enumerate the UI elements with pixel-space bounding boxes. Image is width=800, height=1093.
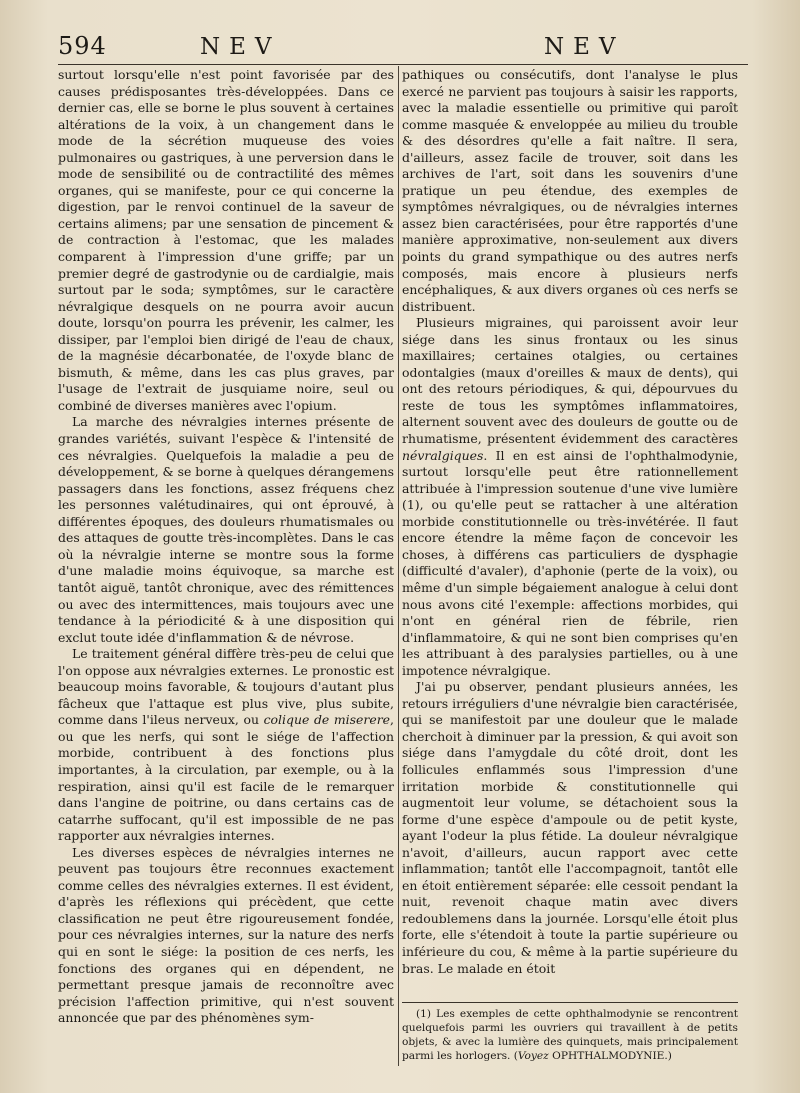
paragraph: La marche des névralgies internes présente de grandes variétés, suivant l'espèce & l'intensité de ces névralgies. Quelquefois la maladie a peu de développement, & se borne à quelques dérangemens passagers dans les fonctions, assez fréquens chez les personnes valétudinaires, qui ont éprouvé, à différentes époques, des douleurs rhumatismales ou des attaques de goutte très-incomplètes. Dans le cas où la névralgie interne se montre sous la forme d'une maladie moins équivoque, sa marche est tantôt aiguë, tantôt chronique, avec des rémittences ou avec des intermittences, mais toujours avec une tendance à la périodicité & à une disposition qui exclut toute idée d'inflammation & de névrose.: [58, 414, 394, 645]
text-run: Plusieurs migraines, qui paroissent avoir leur siége dans les sinus frontaux ou les sinus maxillaires; certaines otalgies, ou certaines odontalgies (maux d'oreilles & maux de dents), qui ont des retours périodiques, & qui, dépourvues du reste de tous les symptômes inflammatoires, alternent souvent avec des douleurs de goutte ou de rhumatisme, présentent évidemment des caractères: [402, 315, 738, 447]
footnote-divider: [402, 1002, 738, 1003]
paragraph: surtout lorsqu'elle n'est point favorisée par des causes prédisposantes très-développées. Dans ce dernier cas, elle se borne le plus souvent à certaines altérations de la voix, à un changement dans le mode de la sécrétion muqueuse des voies pulmonaires ou gastriques, à une perversion dans le mode de sensibilité ou de contractilité des mêmes organes, qui se manifeste, pour ce qui concerne la digestion, par le renvoi continuel de la saveur de certains alimens; par une sensation de pincement & de contraction à l'estomac, que les malades comparent à l'impression d'une griffe; par un premier degré de gastrodynie ou de cardialgie, mais surtout par le soda; symptômes, sur le caractère névralgique desquels on ne pourra avoir aucun doute, lorsqu'on pourra les prévenir, les calmer, les dissiper, par l'emploi bien dirigé de l'eau de chaux, de la magnésie décarbonatée, de l'oxyde blanc de bismuth, & même, dans les cas plus graves, par l'usage de l'extrait de jusquiame noire, seul ou combiné de diverses manières avec l'opium.: [58, 67, 394, 413]
italic-term: névralgiques: [402, 447, 484, 463]
page-number: 594: [58, 32, 107, 60]
paragraph: J'ai pu observer, pendant plusieurs années, les retours irréguliers d'une névralgie bien caractérisée, qui se manifestoit par une douleur que le malade cherchoit à diminuer par la pression, & qui avoit son siége dans l'amygdale du côté droit, dont les follicules enflammés sous l'impression d'une irritation morbide & constitutionnelle qui augmentoit leur volume, se détachoient sous la forme d'une espèce d'ampoule ou de petit kyste, ayant l'odeur la plus fétide. La douleur névralgique n'avoit, d'ailleurs, aucun rapport avec cette inflammation; tantôt elle l'accompagnoit, tantôt elle en étoit entièrement séparée: elle cessoit pendant la nuit, revenoit chaque matin avec divers redoublemens dans la journée. Lorsqu'elle étoit plus forte, elle s'étendoit à toute la partie supérieure ou inférieure du cou, & même à la partie supérieure du bras. Le malade en étoit: [402, 679, 738, 976]
running-header: [58, 30, 748, 65]
italic-term: Voyez: [517, 1050, 549, 1062]
text-run: . Il en est ainsi de l'ophthalmodynie, surtout lorsqu'elle peut être rationnellement attribuée à l'impression soutenue d'une vive lumière (1), ou qu'elle peut se rattacher à une altération morbide constitutionnelle ou très-invétérée. Il faut encore étendre la même façon de concevoir les choses, à différens cas particuliers de dysphagie (difficulté d'avaler), d'aphonie (perte de la voix), ou même d'un simple bégaiement analogue à celui dont nous avons cité l'exemple: affections morbides, qui n'ont en général rien de fébrile, rien d'inflammatoire, & qui ne sont bien comprises qu'en les attribuant à des paralysies partielles, ou à une impotence névralgique.: [402, 447, 738, 678]
right-column: [402, 67, 738, 977]
paragraph: Les diverses espèces de névralgies internes ne peuvent pas toujours être reconnues exactement comme celles des névralgies externes. Il est évident, d'après les réflexions qui précèdent, que cette classification ne peut être rigoureusement fondée, pour ces névralgies internes, sur la nature des nerfs qui en sont le siége: la position de ces nerfs, les fonctions des organes qui en dépendent, ne permettant presque jamais de reconnoître avec précision l'affection primitive, qui n'est souvent annoncée que par des phénomènes sym-: [58, 844, 394, 1026]
text-run: , ou que les nerfs, qui sont le siége de l'affection morbide, contribuent à des fonctions plus importantes, à la circulation, par exemple, ou à la respiration, ainsi qu'il est facile de le remarquer dans l'angine de poitrine, ou dans certains cas de catarrhe suffocant, qu'il est impossible de ne pas rapporter aux névralgies internes.: [58, 712, 394, 844]
text-run: OPHTHALMODYNIE.): [548, 1050, 672, 1062]
paragraph: [402, 315, 738, 679]
footnote-text: [402, 1007, 738, 1063]
left-running-head: NEV: [200, 34, 281, 60]
text-run: Le traitement général diffère très-peu de celui que l'on oppose aux névralgies externes. Le pronostic est beaucoup moins favorable, & toujours d'autant plus fâcheux que l'attaque est plus vive, plus subite, comme dans l'ileus nerveux, ou: [58, 646, 394, 728]
left-column: [58, 67, 394, 1027]
right-running-head: NEV: [544, 34, 625, 60]
paragraph: pathiques ou consécutifs, dont l'analyse le plus exercé ne parvient pas toujours à saisir les rapports, avec la maladie essentielle ou primitive qui paroît comme masquée & enveloppée au milieu du trouble & des désordres qu'elle a fait naître. Il sera, d'ailleurs, assez facile de trouver, soit dans les archives de l'art, soit dans les souvenirs d'une pratique un peu étendue, des exemples de symptômes névralgiques, ou de névralgies internes assez bien caractérisées, pour être rapportés d'une manière approximative, non-seulement aux divers points du grand sympathique ou des autres nerfs composés, mais encore à plusieurs nerfs encéphaliques, & aux divers organes où ces nerfs se distribuent.: [402, 67, 738, 314]
text-run: (1) Les exemples de cette ophthalmodynie se rencontrent quelquefois parmi les ouvriers qui travaillent à de petits objets, & avec la lumière des quinquets, mais principalement parmi les horlogers. (: [402, 1008, 738, 1062]
column-divider: [398, 66, 399, 1066]
italic-term: colique de miserere: [263, 712, 391, 728]
footnote: [402, 1007, 738, 1063]
paragraph: [58, 646, 394, 845]
